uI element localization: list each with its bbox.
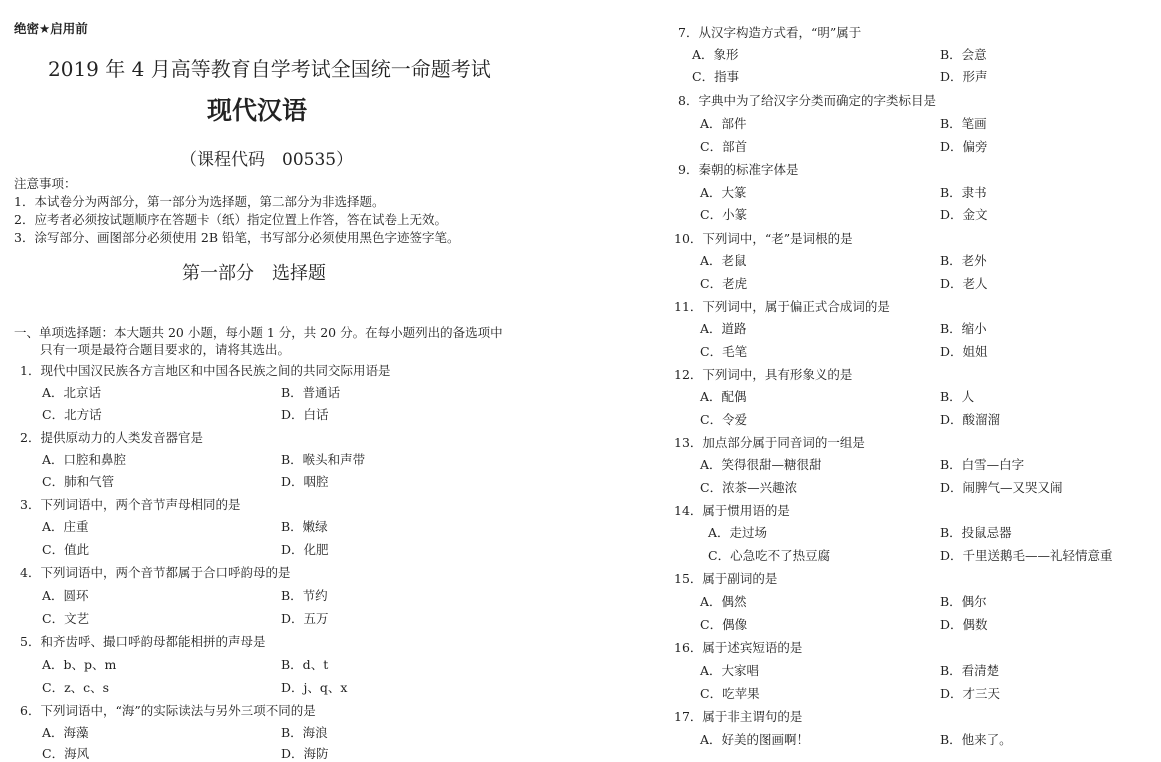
option-a: A．庄重	[42, 519, 89, 534]
question-stem: 13．加点部分属于同音词的一组是	[674, 435, 865, 450]
secret-mark: 绝密★启用前	[14, 21, 88, 36]
option-a: A．部件	[700, 116, 747, 131]
option-b: B．海浪	[281, 725, 328, 740]
question-stem: 8．字典中为了给汉字分类而确定的字类标目是	[678, 93, 936, 108]
question-stem: 10．下列词中，“老”是词根的是	[674, 231, 853, 246]
option-c: C．偶像	[700, 617, 748, 632]
section-instruction: 只有一项是最符合题目要求的，请将其选出。	[40, 342, 291, 357]
option-a: A．配偶	[700, 389, 747, 404]
option-b: B．偶尔	[940, 594, 987, 609]
option-b: B．老外	[940, 253, 987, 268]
option-c: C．文艺	[42, 611, 90, 626]
option-c: C．心急吃不了热豆腐	[708, 548, 831, 563]
option-a: A．笑得很甜—糖很甜	[700, 457, 822, 472]
option-d: D．化肥	[281, 542, 329, 557]
option-c: C．北方话	[42, 407, 102, 422]
note-item: 3．涂写部分、画图部分必须使用 2B 铅笔，书写部分必须使用黑色字迹签字笔。	[14, 230, 460, 245]
option-a: A．圆环	[42, 588, 89, 603]
option-b: B．隶书	[940, 185, 987, 200]
option-c: C．肺和气管	[42, 474, 115, 489]
option-c: C．令爱	[700, 412, 748, 427]
option-d: D．姐姐	[940, 344, 988, 359]
option-a: A．道路	[700, 321, 747, 336]
note-item: 2．应考者必须按试题顺序在答题卡（纸）指定位置上作答，答在试卷上无效。	[14, 212, 447, 227]
option-c: C．值此	[42, 542, 90, 557]
option-d: D．老人	[940, 276, 988, 291]
section-instruction: 一、单项选择题：本大题共 20 小题，每小题 1 分，共 20 分。在每小题列出的备选项中	[14, 325, 503, 340]
question-stem: 9．秦朝的标准字体是	[678, 162, 799, 177]
option-c: C．部首	[700, 139, 748, 154]
question-stem: 14．属于惯用语的是	[674, 503, 790, 518]
question-stem: 2．提供原动力的人类发音器官是	[20, 430, 203, 445]
option-b: B．喉头和声带	[281, 452, 366, 467]
option-a: A．走过场	[708, 525, 768, 540]
option-b: B．节约	[281, 588, 328, 603]
left-page	[0, 0, 580, 759]
question-stem: 1．现代中国汉民族各方言地区和中国各民族之间的共同交际用语是	[20, 363, 391, 378]
option-c: C．指事	[692, 69, 740, 84]
option-c: C．吃苹果	[700, 686, 760, 701]
question-stem: 17．属于非主谓句的是	[674, 709, 803, 724]
question-stem: 16．属于述宾短语的是	[674, 640, 803, 655]
course-code: （课程代码 00535）	[180, 150, 354, 170]
option-a: A．b、p、m	[42, 657, 117, 672]
question-stem: 15．属于副词的是	[674, 571, 778, 586]
question-stem: 3．下列词语中，两个音节声母相同的是	[20, 497, 241, 512]
option-a: A．象形	[692, 47, 739, 62]
option-c: C．小篆	[700, 207, 748, 222]
option-d: D．白话	[281, 407, 329, 422]
option-a: A．北京话	[42, 385, 102, 400]
option-d: D．金文	[940, 207, 988, 222]
option-a: A．大篆	[700, 185, 747, 200]
option-d: D．咽腔	[281, 474, 329, 489]
option-d: D．偏旁	[940, 139, 988, 154]
option-b: B．d、t	[281, 657, 329, 672]
option-b: B．普通话	[281, 385, 341, 400]
option-b: B．白雪—白字	[940, 457, 1025, 472]
option-d: D．j、q、x	[281, 680, 348, 695]
option-b: B．嫩绿	[281, 519, 328, 534]
right-page	[580, 0, 1160, 759]
option-c: C．z、c、s	[42, 680, 110, 695]
option-d: D．五万	[281, 611, 329, 626]
option-a: A．好美的图画啊！	[700, 732, 810, 747]
exam-title: 2019 年 4 月高等教育自学考试全国统一命题考试	[48, 57, 491, 81]
subject-title: 现代汉语	[207, 96, 308, 125]
option-a: A．偶然	[700, 594, 747, 609]
option-d: D．酸溜溜	[940, 412, 1001, 427]
option-c: C．海风	[42, 746, 90, 761]
note-item: 1．本试卷分为两部分，第一部分为选择题，第二部分为非选择题。	[14, 194, 385, 209]
question-stem: 5．和齐齿呼、撮口呼韵母都能相拼的声母是	[20, 634, 266, 649]
option-d: D．千里送鹅毛——礼轻情意重	[940, 548, 1113, 563]
option-a: A．海藻	[42, 725, 89, 740]
question-stem: 4．下列词语中，两个音节都属于合口呼韵母的是	[20, 565, 291, 580]
question-stem: 6．下列词语中，“海”的实际读法与另外三项不同的是	[20, 703, 316, 718]
notes-title: 注意事项：	[14, 176, 77, 191]
option-c: C．老虎	[700, 276, 748, 291]
option-b: B．人	[940, 389, 975, 404]
question-stem: 7．从汉字构造方式看，“明”属于	[678, 25, 862, 40]
question-stem: 12．下列词中，具有形象义的是	[674, 367, 853, 382]
option-d: D．偶数	[940, 617, 988, 632]
option-d: D．形声	[940, 69, 988, 84]
option-d: D．才三天	[940, 686, 1001, 701]
question-stem: 11．下列词中，属于偏正式合成词的是	[674, 299, 890, 314]
option-d: D．闹脾气—又哭又闹	[940, 480, 1063, 495]
option-a: A．老鼠	[700, 253, 747, 268]
option-d: D．海防	[281, 746, 329, 761]
option-a: A．大家唱	[700, 663, 760, 678]
option-b: B．缩小	[940, 321, 987, 336]
option-b: B．会意	[940, 47, 987, 62]
option-b: B．投鼠忌器	[940, 525, 1012, 540]
option-b: B．笔画	[940, 116, 987, 131]
option-b: B．他来了。	[940, 732, 1012, 747]
option-c: C．毛笔	[700, 344, 748, 359]
option-c: C．浓茶—兴趣浓	[700, 480, 798, 495]
option-b: B．看清楚	[940, 663, 1000, 678]
part-title: 第一部分 选择题	[182, 263, 326, 284]
option-a: A．口腔和鼻腔	[42, 452, 127, 467]
